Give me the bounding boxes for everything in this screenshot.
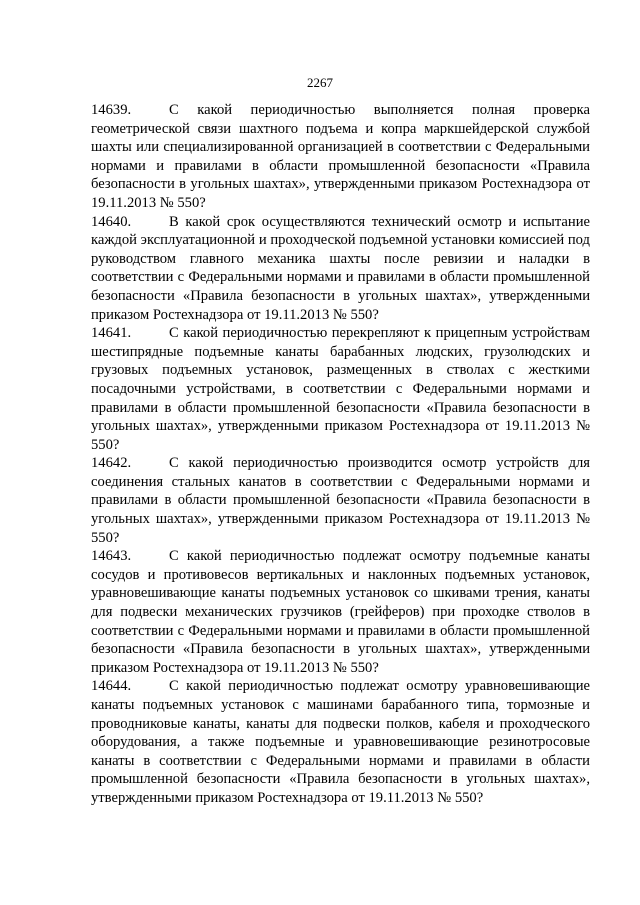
question-text: С какой периодичностью подлежат осмотру уравновешивающие канаты подъемных установок с машинами барабанного типа, тормозные и проводниковые канаты, канаты для подвески полков, кабеля и проходческого оборудования, а также подъемные и уравновешивающие резинотросовые канаты в соответствии с Федеральными нормами и правилами в области промышленной безопасности «Правила безопасности в угольных шахтах», утвержденными приказом Ростехнадзора от 19.11.2013 № 550? xyxy=(91,678,590,806)
question-item xyxy=(91,547,590,677)
question-number: 14642. xyxy=(91,455,132,472)
question-number: 14640. xyxy=(91,213,132,230)
question-text: С какой периодичностью выполняется полная проверка геометрической связи шахтного подъема и копра маркшейдерской службой шахты или специализированной организацией в соответствии с Федеральными нормами и правилами в области промышленной безопасности «Правила безопасности в угольных шахтах», утвержденными приказом Ростехнадзора от 19.11.2013 № 550? xyxy=(91,102,590,211)
question-item xyxy=(91,324,590,454)
question-number: 14639. xyxy=(91,102,132,118)
page-number: 2267 xyxy=(307,75,333,90)
question-item xyxy=(91,213,590,325)
question-item xyxy=(91,454,590,547)
questions-list xyxy=(91,101,590,808)
question-item xyxy=(91,101,590,213)
question-text: В какой срок осуществляются технический осмотр и испытание каждой эксплуатационной и проходческой подъемной установки комиссией под руководством главного механика шахты после ревизии и наладки в соответствии с Федеральными нормами и правилами в области промышленной безопасности «Правила безопасности в угольных шахтах», утвержденными приказом Ростехнадзора от 19.11.2013 № 550? xyxy=(91,213,590,323)
question-number: 14641. xyxy=(91,325,132,342)
question-text: С какой периодичностью перекрепляют к прицепным устройствам шестипрядные подъемные канаты барабанных людских, грузолюдских и грузовых подъемных установок, размещенных в стволах с жесткими посадочными устройствами, в соответствии с Федеральными нормами и правилами в области промышленной безопасности «Правила безопасности в угольных шахтах», утвержденными приказом Ростехнадзора от 19.11.2013 № 550? xyxy=(91,325,590,453)
question-number: 14644. xyxy=(91,678,132,695)
question-number: 14643. xyxy=(91,548,132,565)
question-item xyxy=(91,677,590,807)
question-text: С какой периодичностью производится осмотр устройств для соединения стальных канатов в соответствии с Федеральными нормами и правилами в области промышленной безопасности «Правила безопасности в угольных шахтах», утвержденными приказом Ростехнадзора от 19.11.2013 № 550? xyxy=(91,455,590,546)
question-text: С какой периодичностью подлежат осмотру подъемные канаты сосудов и противовесов вертикальных и наклонных подъемных установок, уравновешивающие канаты подъемных установок со шкивами трения, канаты для подвески механических грузчиков (грейферов) при проходке стволов в соответствии с Федеральными нормами и правилами в области промышленной безопасности «Правила безопасности в угольных шахтах», утвержденными приказом Ростехнадзора от 19.11.2013 № 550? xyxy=(91,548,590,676)
